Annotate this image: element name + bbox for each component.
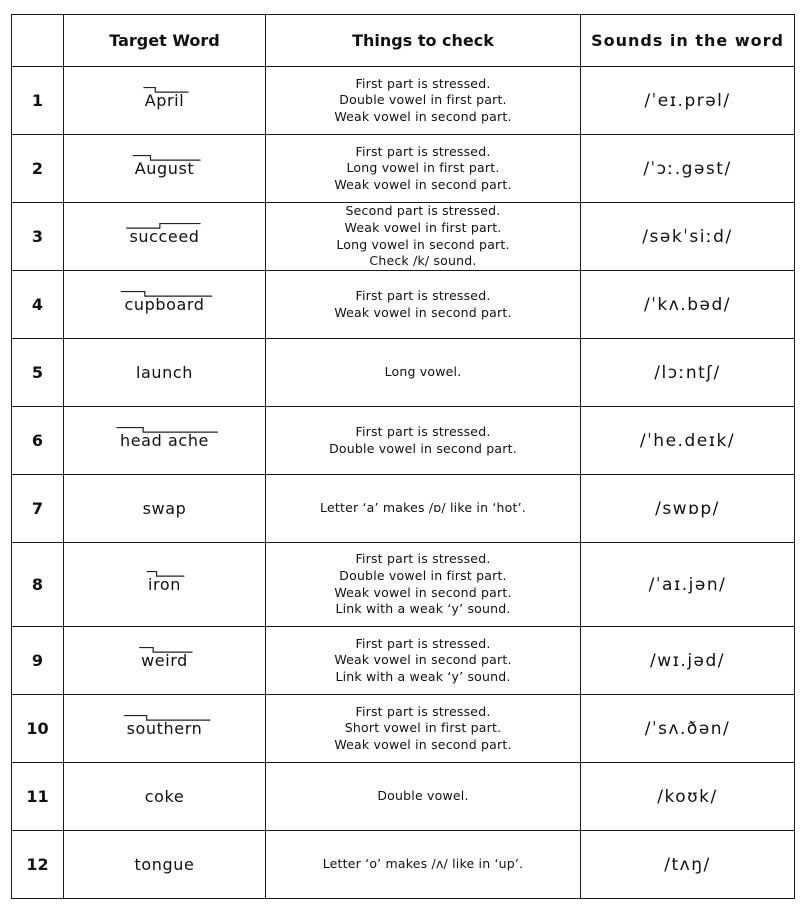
table-row — [12, 271, 795, 339]
row-number: 5 — [12, 339, 64, 407]
target-word-cell — [64, 203, 266, 271]
header-row — [12, 15, 795, 67]
row-number: 8 — [12, 543, 64, 627]
check-item: Double vowel in first part. — [339, 567, 507, 583]
things-to-check-cell — [266, 407, 581, 475]
things-to-check-cell — [266, 627, 581, 695]
target-word-wrap — [127, 719, 203, 738]
things-to-check-cell — [266, 271, 581, 339]
row-number: 7 — [12, 475, 64, 543]
check-item: Weak vowel in second part. — [334, 108, 512, 124]
phonetic-transcription: /koʊk/ — [581, 763, 795, 831]
check-item: First part is stressed. — [355, 143, 491, 159]
things-to-check-cell — [266, 475, 581, 543]
target-word-cell — [64, 831, 266, 899]
check-item: Weak vowel in second part. — [334, 584, 512, 600]
target-word: April — [144, 91, 185, 110]
phonetic-transcription: /wɪ.jəd/ — [581, 627, 795, 695]
target-word-wrap — [129, 227, 199, 246]
check-item: Letter ‘o’ makes /ʌ/ like in ‘up’. — [322, 856, 524, 872]
check-item: Long vowel in second part. — [336, 236, 510, 252]
target-word: weird — [141, 651, 188, 670]
phonetic-transcription: /ˈhe.deɪk/ — [581, 407, 795, 475]
row-number: 10 — [12, 695, 64, 763]
target-word-wrap — [148, 575, 181, 594]
check-item: Weak vowel in second part. — [334, 652, 512, 668]
phonetic-transcription: /səkˈsiːd/ — [581, 203, 795, 271]
things-to-check-cell — [266, 67, 581, 135]
check-item: Long vowel. — [384, 364, 462, 380]
check-item: Weak vowel in second part. — [334, 176, 512, 192]
row-number: 12 — [12, 831, 64, 899]
table-row — [12, 475, 795, 543]
check-item: Second part is stressed. — [345, 203, 501, 219]
target-word-wrap — [141, 651, 188, 670]
row-number: 9 — [12, 627, 64, 695]
target-word: southern — [126, 719, 203, 738]
row-number: 11 — [12, 763, 64, 831]
check-item: First part is stressed. — [355, 75, 491, 91]
row-number: 4 — [12, 271, 64, 339]
check-item: Double vowel. — [377, 788, 469, 804]
target-word-cell — [64, 695, 266, 763]
row-number: 3 — [12, 203, 64, 271]
check-item: Link with a weak ‘y’ sound. — [335, 668, 511, 684]
target-word-wrap — [124, 295, 204, 314]
target-word: August — [134, 159, 195, 178]
table-row — [12, 339, 795, 407]
target-word-wrap — [145, 91, 185, 110]
check-item: Weak vowel in second part. — [334, 736, 512, 752]
things-to-check-cell — [266, 135, 581, 203]
target-word-cell — [64, 475, 266, 543]
table-row — [12, 135, 795, 203]
check-item: Link with a weak ‘y’ sound. — [335, 601, 511, 617]
header-target-word: Target Word — [64, 15, 266, 67]
header-things-to-check: Things to check — [266, 15, 581, 67]
target-word-cell — [64, 135, 266, 203]
table-row — [12, 627, 795, 695]
target-word-wrap — [135, 855, 195, 874]
phonetic-transcription: /lɔːntʃ/ — [581, 339, 795, 407]
target-word-wrap — [143, 499, 187, 518]
phonetic-transcription: /ˈeɪ.prəl/ — [581, 67, 795, 135]
phonetic-transcription: /tʌŋ/ — [581, 831, 795, 899]
check-item: First part is stressed. — [355, 287, 491, 303]
pronunciation-table — [11, 14, 795, 899]
things-to-check-cell — [266, 543, 581, 627]
check-item: Double vowel in first part. — [339, 92, 507, 108]
target-word-wrap — [135, 159, 195, 178]
target-word-wrap — [120, 431, 209, 450]
phonetic-transcription: /ˈaɪ.jən/ — [581, 543, 795, 627]
phonetic-transcription: /ˈɔː.gəst/ — [581, 135, 795, 203]
check-item: Weak vowel in first part. — [344, 219, 502, 235]
phonetic-transcription: /ˈsʌ.ðən/ — [581, 695, 795, 763]
check-item: First part is stressed. — [355, 635, 491, 651]
target-word-wrap — [145, 787, 185, 806]
table-body — [12, 67, 795, 899]
check-item: First part is stressed. — [355, 551, 491, 567]
target-word: cupboard — [124, 295, 205, 314]
table-row — [12, 203, 795, 271]
things-to-check-cell — [266, 831, 581, 899]
things-to-check-cell — [266, 695, 581, 763]
header-number — [12, 15, 64, 67]
target-word: head ache — [119, 431, 210, 450]
table-row — [12, 67, 795, 135]
check-item: Long vowel in first part. — [346, 160, 500, 176]
things-to-check-cell — [266, 203, 581, 271]
target-word: swap — [142, 499, 187, 518]
check-item: First part is stressed. — [355, 703, 491, 719]
target-word: iron — [147, 575, 181, 594]
target-word: succeed — [129, 227, 200, 246]
phonetic-transcription: /ˈkʌ.bəd/ — [581, 271, 795, 339]
target-word-cell — [64, 339, 266, 407]
row-number: 2 — [12, 135, 64, 203]
target-word-wrap — [136, 363, 193, 382]
target-word-cell — [64, 407, 266, 475]
table-row — [12, 543, 795, 627]
check-item: First part is stressed. — [355, 423, 491, 439]
things-to-check-cell — [266, 339, 581, 407]
target-word-cell — [64, 271, 266, 339]
target-word-cell — [64, 543, 266, 627]
target-word-cell — [64, 763, 266, 831]
check-item: Check /k/ sound. — [369, 253, 477, 269]
target-word-cell — [64, 67, 266, 135]
target-word: tongue — [134, 855, 195, 874]
table-row — [12, 407, 795, 475]
table-row — [12, 763, 795, 831]
table-row — [12, 831, 795, 899]
things-to-check-cell — [266, 763, 581, 831]
phonetic-transcription: /swɒp/ — [581, 475, 795, 543]
target-word: launch — [135, 363, 194, 382]
check-item: Weak vowel in second part. — [334, 304, 512, 320]
table-row — [12, 695, 795, 763]
row-number: 1 — [12, 67, 64, 135]
check-item: Letter ‘a’ makes /ɒ/ like in ‘hot’. — [320, 500, 526, 516]
row-number: 6 — [12, 407, 64, 475]
check-item: Short vowel in first part. — [344, 720, 502, 736]
target-word: coke — [144, 787, 185, 806]
header-sounds-in-word: Sounds in the word — [581, 15, 795, 67]
target-word-cell — [64, 627, 266, 695]
check-item: Double vowel in second part. — [329, 440, 517, 456]
